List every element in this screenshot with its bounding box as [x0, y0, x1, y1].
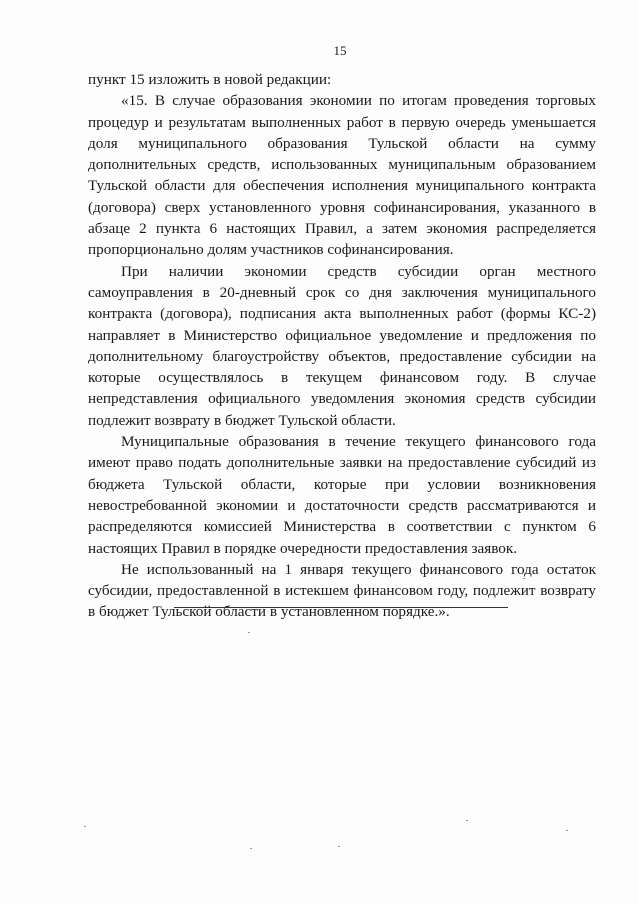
scan-speck: [566, 830, 568, 831]
paragraph-clause-15: «15. В случае образования экономии по итогам проведения торговых процедур и результатам выполненных работ в первую очередь уменьшается доля муниципального образования Тульской области на сумму дополнительных средств, использованных муниципальным образованием Тульской области для обеспечения исполнения муниципального контракта (договора) сверх установленного уровня софинансирования, указанного в абзаце 2 пункта 6 настоящих Правил, а затем экономия распределяется пропорционально долям участников софинансирования.: [88, 92, 596, 259]
scan-speck: [250, 848, 252, 849]
paragraph-savings-notice: При наличии экономии средств субсидии орган местного самоуправления в 20-дневный срок со дня заключения муниципального контракта (договора), подписания акта выполненных работ (формы КС-2) направляет в Министерство официальное уведомление и предложения по дополнительному благоустройству объектов, предоставление субсидии на которые осуществлялось в текущем финансовом году. В случае непредставления официального уведомления экономия средств субсидии подлежит возврату в бюджет Тульской области.: [88, 262, 596, 429]
scan-speck: [523, 578, 525, 579]
scan-speck: [84, 826, 86, 827]
intro-line: пункт 15 изложить в новой редакции:: [88, 71, 332, 88]
closing-separator-line: [174, 607, 508, 608]
paragraph-unused-balance: Не использованный на 1 января текущего финансового года остаток субсидии, предоставленной в истекшем финансовом году, подлежит возврату в бюджет Тульской области в установленном порядке.».: [88, 560, 596, 621]
page-number: 15: [333, 43, 347, 58]
scan-speck: [338, 846, 340, 847]
document-body: [88, 69, 596, 623]
scan-speck: [248, 632, 250, 633]
paragraph-additional-requests: Муниципальные образования в течение текущего финансового года имеют право подать дополнительные заявки на предоставление субсидий из бюджета Тульской области, которые при условии возникновения невостребованной экономии и достаточности средств рассматриваются и распределяются комиссией Министерства в соответствии с пунктом 6 настоящих Правил в порядке очередности предоставления заявок.: [88, 433, 596, 557]
scan-speck: [466, 820, 468, 821]
